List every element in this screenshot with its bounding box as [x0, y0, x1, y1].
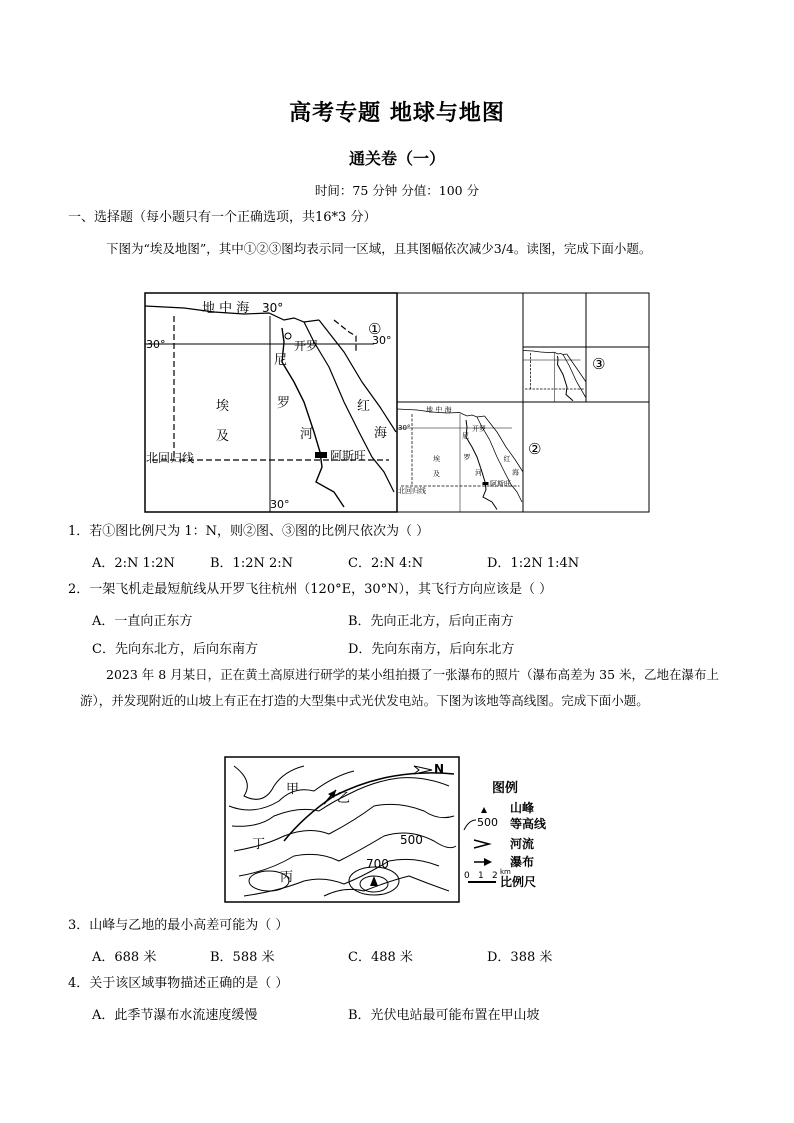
q3-option-c[interactable]: C．488 米: [348, 950, 413, 965]
q3-option-a[interactable]: A．688 米: [92, 950, 157, 965]
svg-text:比例尺: 比例尺: [500, 875, 537, 889]
svg-text:500: 500: [477, 816, 498, 829]
svg-text:0: 0: [464, 871, 470, 881]
bing-label: 丙: [280, 870, 294, 885]
aswan-label: 阿斯旺: [330, 449, 367, 463]
svg-text:河流: 河流: [510, 837, 535, 851]
legend-river-icon: [474, 840, 489, 848]
section-intro: 下图为“埃及地图”，其中①②③图均表示同一区域，且其图幅依次减少3/4。读图，完成下面小题。: [106, 241, 652, 256]
cairo-marker: [285, 333, 291, 339]
svg-text:1: 1: [478, 871, 484, 881]
q3-option-b[interactable]: B．588 米: [210, 950, 275, 965]
map3-small: [523, 351, 586, 403]
page-title: 高考专题 地球与地图: [289, 101, 505, 126]
exam-meta: 时间：75 分钟 分值：100 分: [314, 183, 480, 198]
cairo-label: 开罗: [294, 339, 319, 353]
svg-text:等高线: 等高线: [510, 817, 547, 831]
svg-text:尼: 尼: [274, 353, 288, 368]
svg-text:地 中 海: 地 中 海: [426, 406, 452, 414]
legend-peak-icon: [481, 807, 487, 813]
section2-intro: 2023 年 8 月某日，正在黄土高原进行研学的某小组拍摄了一张瀑布的照片（瀑布高差为 35 米，乙地在瀑布上游），并发现附近的山坡上有正在打造的大型集中式光伏发电站。下图为该地等高线图。完成下面小题。: [80, 667, 720, 708]
svg-text:30°: 30°: [398, 424, 411, 432]
svg-text:河: 河: [475, 469, 482, 477]
map2-number: ②: [528, 440, 542, 458]
q4-option-b[interactable]: B．光伏电站最可能布置在甲山坡: [348, 1008, 540, 1023]
svg-text:埃: 埃: [216, 399, 230, 414]
q1-option-d[interactable]: D．1:2N 1:4N: [487, 556, 580, 571]
q4-option-a[interactable]: A．此季节瀑布水流速度缓慢: [92, 1008, 258, 1023]
svg-text:图例: 图例: [492, 781, 519, 796]
question-1-stem: 1．若①图比例尺为 1：N，则②图、③图的比例尺依次为（ ）: [68, 524, 430, 539]
legend: [464, 780, 547, 889]
svg-text:红: 红: [357, 399, 371, 414]
jia-label: 甲: [286, 782, 300, 797]
svg-text:红: 红: [503, 455, 511, 463]
svg-text:阿斯旺: 阿斯旺: [490, 480, 511, 488]
svg-text:埃: 埃: [433, 455, 440, 463]
svg-text:km: km: [500, 868, 511, 876]
svg-text:30°: 30°: [372, 334, 392, 347]
q2-option-a[interactable]: A．一直向正东方: [92, 614, 193, 629]
ding-label: 丁: [252, 837, 266, 852]
svg-text:海: 海: [512, 468, 519, 477]
question-4-stem: 4．关于该区域事物描述正确的是（ ）: [68, 976, 289, 991]
svg-text:30°: 30°: [146, 338, 166, 351]
svg-text:北回归线: 北回归线: [398, 487, 426, 495]
q1-option-b[interactable]: B．1:2N 2:N: [210, 556, 294, 571]
egypt-map-figure: [144, 292, 650, 514]
question-3-stem: 3．山峰与乙地的最小高差可能为（ ）: [68, 918, 289, 933]
page-subtitle: 通关卷（一）: [348, 149, 445, 168]
svg-text:30°: 30°: [270, 498, 290, 511]
svg-text:瀑布: 瀑布: [510, 855, 535, 869]
section-heading: 一、选择题（每小题只有一个正确选项，共16*3 分）: [68, 210, 377, 225]
contour-map-figure: [224, 756, 594, 904]
q1-option-c[interactable]: C．2:N 4:N: [348, 556, 424, 571]
contour-700-label: 700: [366, 857, 389, 871]
legend-fall-icon: [484, 858, 492, 866]
q2-option-b[interactable]: B．先向正北方，后向正南方: [348, 614, 514, 629]
question-2-stem: 2．一架飞机走最短航线从开罗飞往杭州（120°E，30°N），其飞行方向应该是（ ）: [68, 582, 553, 597]
svg-text:及: 及: [216, 429, 230, 444]
sea-label: 地 中 海: [202, 301, 250, 316]
aswan-marker: [315, 452, 327, 458]
q2-option-d[interactable]: D．先向东南方，后向东北方: [348, 642, 515, 657]
svg-text:山峰: 山峰: [510, 801, 535, 815]
contour-500-label: 500: [400, 833, 423, 847]
yi-label: 乙: [337, 791, 351, 806]
svg-text:30°: 30°: [262, 301, 284, 315]
q3-option-d[interactable]: D．388 米: [487, 950, 553, 965]
svg-text:尼: 尼: [462, 432, 469, 440]
tropic-label: 北回归线: [146, 451, 195, 465]
q1-option-a[interactable]: A．2:N 1:2N: [92, 556, 175, 571]
svg-text:N: N: [434, 762, 445, 776]
map1-number: ①: [368, 320, 382, 338]
svg-text:罗: 罗: [277, 396, 291, 411]
svg-text:海: 海: [374, 426, 388, 441]
map3-number: ③: [592, 355, 606, 373]
map2-small: [398, 405, 524, 512]
svg-text:开罗: 开罗: [472, 425, 486, 433]
svg-text:及: 及: [433, 470, 440, 478]
svg-text:2: 2: [492, 871, 498, 881]
svg-text:河: 河: [300, 427, 314, 442]
svg-text:罗: 罗: [463, 453, 471, 462]
q2-option-c[interactable]: C．先向东北方，后向东南方: [92, 642, 258, 657]
peak-symbol: [370, 876, 378, 886]
